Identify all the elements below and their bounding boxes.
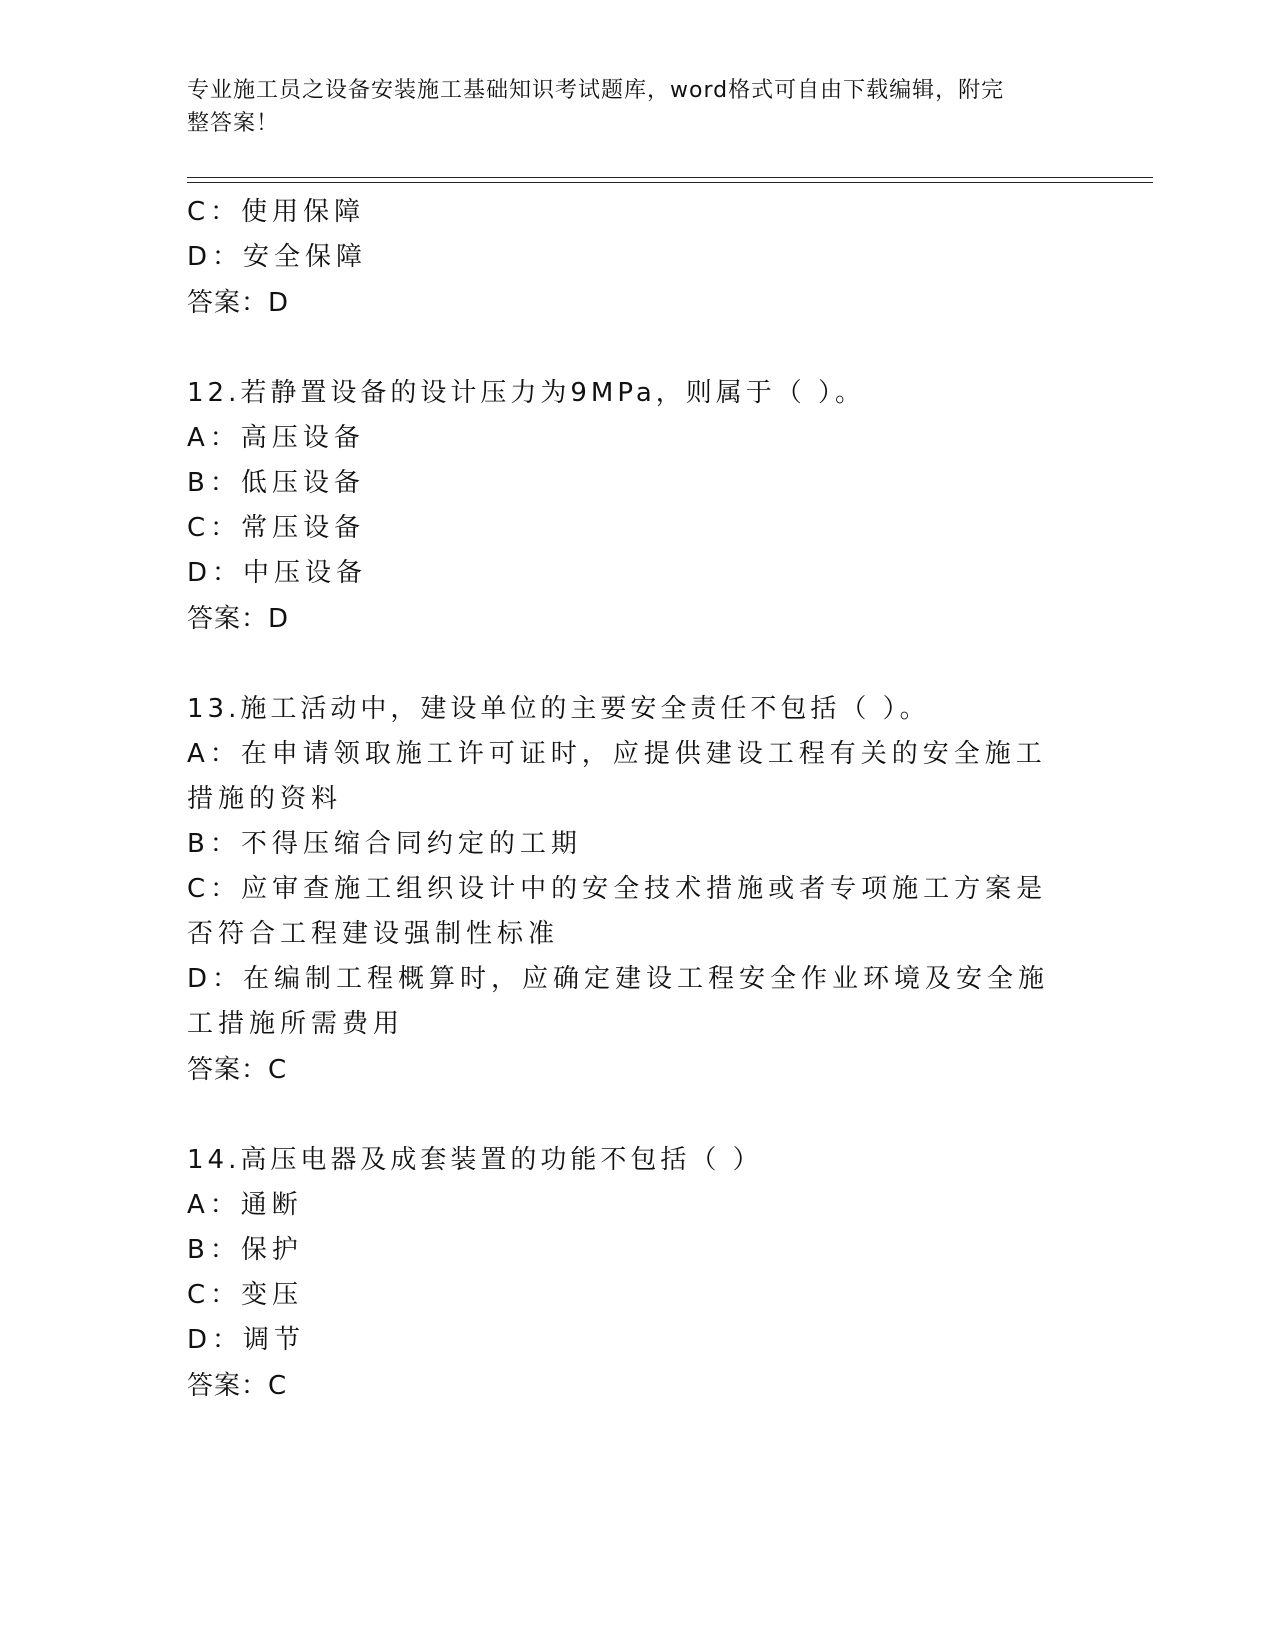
option-d: D：中压设备 [187,558,368,588]
question-12 [187,371,1077,643]
answer: 答案：D [187,604,290,634]
answer: 答案：C [187,1055,288,1085]
header-divider-top [187,177,1153,178]
question-list [187,190,1077,1410]
question-title: 14.高压电器及成套装置的功能不包括（ ） [187,1145,763,1175]
option-a: A：在申请领取施工许可证时，应提供建设工程有关的安全施工措施的资料 [187,739,1047,814]
question-13 [187,687,1077,1094]
question-11-continued [187,190,1077,327]
question-14 [187,1138,1077,1410]
option-c: C：变压 [187,1280,304,1310]
option-d: D：调节 [187,1325,306,1355]
option-c: C：应审查施工组织设计中的安全技术措施或者专项施工方案是否符合工程建设强制性标准 [187,874,1048,949]
option-d: D：在编制工程概算时，应确定建设工程安全作业环境及安全施工措施所需费用 [187,964,1050,1039]
question-title: 13.施工活动中，建设单位的主要安全责任不包括（ ）。 [187,694,930,724]
option-a: A：高压设备 [187,423,365,453]
option-a: A：通断 [187,1190,303,1220]
option-c: C：使用保障 [187,197,366,227]
option-d: D：安全保障 [187,242,368,272]
option-c: C：常压设备 [187,513,366,543]
option-b: B：不得压缩合同约定的工期 [187,829,582,859]
option-b: B：保护 [187,1235,303,1265]
question-title: 12.若静置设备的设计压力为9MPa，则属于（ ）。 [187,378,866,408]
option-b: B：低压设备 [187,468,365,498]
header-line-2: 整答案！ [187,111,280,136]
answer: 答案：C [187,1371,288,1401]
header-divider-bottom [187,182,1153,183]
header-line-1: 专业施工员之设备安装施工基础知识考试题库，word格式可自由下载编辑，附完 [187,78,1005,103]
answer: 答案：D [187,288,290,318]
document-header [187,74,1067,140]
